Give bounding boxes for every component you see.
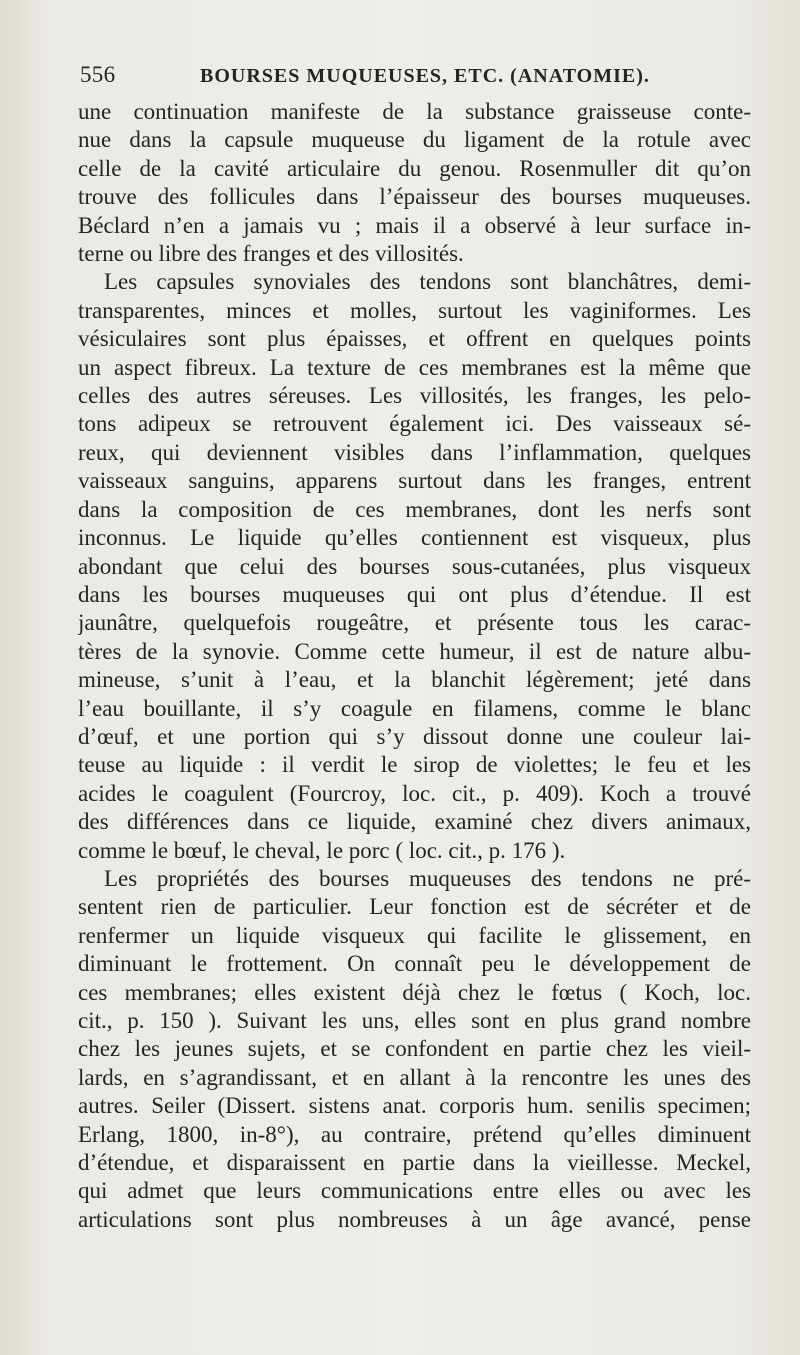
text-line: nue dans la capsule muqueuse du ligament de la rotule avec [78, 127, 751, 153]
text-line: celles des autres séreuses. Les villosités, les franges, les pelo- [78, 383, 751, 409]
text-line: teuse au liquide : il verdit le sirop de violettes; le feu et les [78, 752, 751, 778]
text-line: renfermer un liquide visqueux qui facilite le glissement, en [78, 922, 751, 948]
text-line: diminuant le frottement. On connaît peu le développement de [78, 951, 751, 977]
text-line: Les capsules synoviales des tendons sont blanchâtres, demi- [104, 269, 751, 295]
text-line: des différences dans ce liquide, examiné chez divers animaux, [78, 809, 751, 835]
text-line: l’eau bouillante, il s’y coagule en filamens, comme le blanc [78, 695, 751, 721]
page-header [80, 62, 750, 88]
body-text [78, 98, 751, 1234]
text-line: un aspect fibreux. La texture de ces membranes est la même que [78, 354, 751, 380]
text-line: lards, en s’agrandissant, et en allant à la rencontre les unes des [78, 1064, 751, 1090]
text-line: abondant que celui des bourses sous-cutanées, plus visqueux [78, 553, 751, 579]
text-line: trouve des follicules dans l’épaisseur des bourses muqueuses. [78, 184, 751, 210]
text-line: tères de la synovie. Comme cette humeur, il est de nature albu- [78, 638, 751, 664]
text-line: Les propriétés des bourses muqueuses des tendons ne pré- [104, 865, 751, 891]
running-title: BOURSES MUQUEUSES, ETC. (ANATOMIE). [200, 65, 650, 87]
text-line: une continuation manifeste de la substance graisseuse conte- [78, 99, 751, 124]
text-line: articulations sont plus nombreuses à un âge avancé, pense [78, 1206, 751, 1232]
text-line: vaisseaux sanguins, apparens surtout dans les franges, entrent [78, 468, 751, 494]
text-line: Béclard n’en a jamais vu ; mais il a observé à leur surface in- [78, 212, 751, 238]
text-line: sentent rien de particulier. Leur fonction est de sécréter et de [78, 894, 751, 920]
text-line: tons adipeux se retrouvent également ici. Des vaisseaux sé- [78, 411, 751, 437]
text-line: inconnus. Le liquide qu’elles contiennent est visqueux, plus [78, 525, 751, 551]
text-line: terne ou libre des franges et des villosités. [78, 241, 464, 267]
text-line: dans les bourses muqueuses qui ont plus d’étendue. Il est [78, 581, 751, 607]
text-line: acides le coagulent (Fourcroy, loc. cit., p. 409). Koch a trouvé [78, 780, 751, 806]
text-line: jaunâtre, quelquefois rougeâtre, et présente tous les carac- [78, 610, 751, 636]
text-line: dans la composition de ces membranes, dont les nerfs sont [78, 496, 751, 522]
text-line: vésiculaires sont plus épaisses, et offrent en quelques points [78, 326, 751, 352]
text-line: reux, qui deviennent visibles dans l’inflammation, quelques [78, 439, 751, 465]
text-line: chez les jeunes sujets, et se confondent en partie chez les vieil- [78, 1036, 751, 1062]
text-line: ces membranes; elles existent déjà chez le fœtus ( Koch, loc. [78, 979, 751, 1005]
text-line: comme le bœuf, le cheval, le porc ( loc. cit., p. 176 ). [78, 837, 566, 863]
text-line: Erlang, 1800, in-8°), au contraire, prétend qu’elles diminuent [78, 1121, 751, 1147]
text-line: d’œuf, et une portion qui s’y dissout donne une couleur lai- [78, 723, 751, 749]
text-line: qui admet que leurs communications entre elles ou avec les [78, 1178, 751, 1204]
page-number: 556 [80, 62, 116, 87]
text-line: celle de la cavité articulaire du genou. Rosenmuller dit qu’on [78, 155, 751, 181]
text-line: transparentes, minces et molles, surtout les vaginiformes. Les [78, 297, 751, 323]
text-line: cit., p. 150 ). Suivant les uns, elles sont en plus grand nombre [78, 1008, 751, 1033]
text-line: mineuse, s’unit à l’eau, et la blanchit légèrement; jeté dans [78, 667, 751, 693]
text-line: d’étendue, et disparaissent en partie dans la vieillesse. Meckel, [78, 1150, 751, 1176]
text-line: autres. Seiler (Dissert. sistens anat. corporis hum. senilis specimen; [78, 1093, 751, 1119]
